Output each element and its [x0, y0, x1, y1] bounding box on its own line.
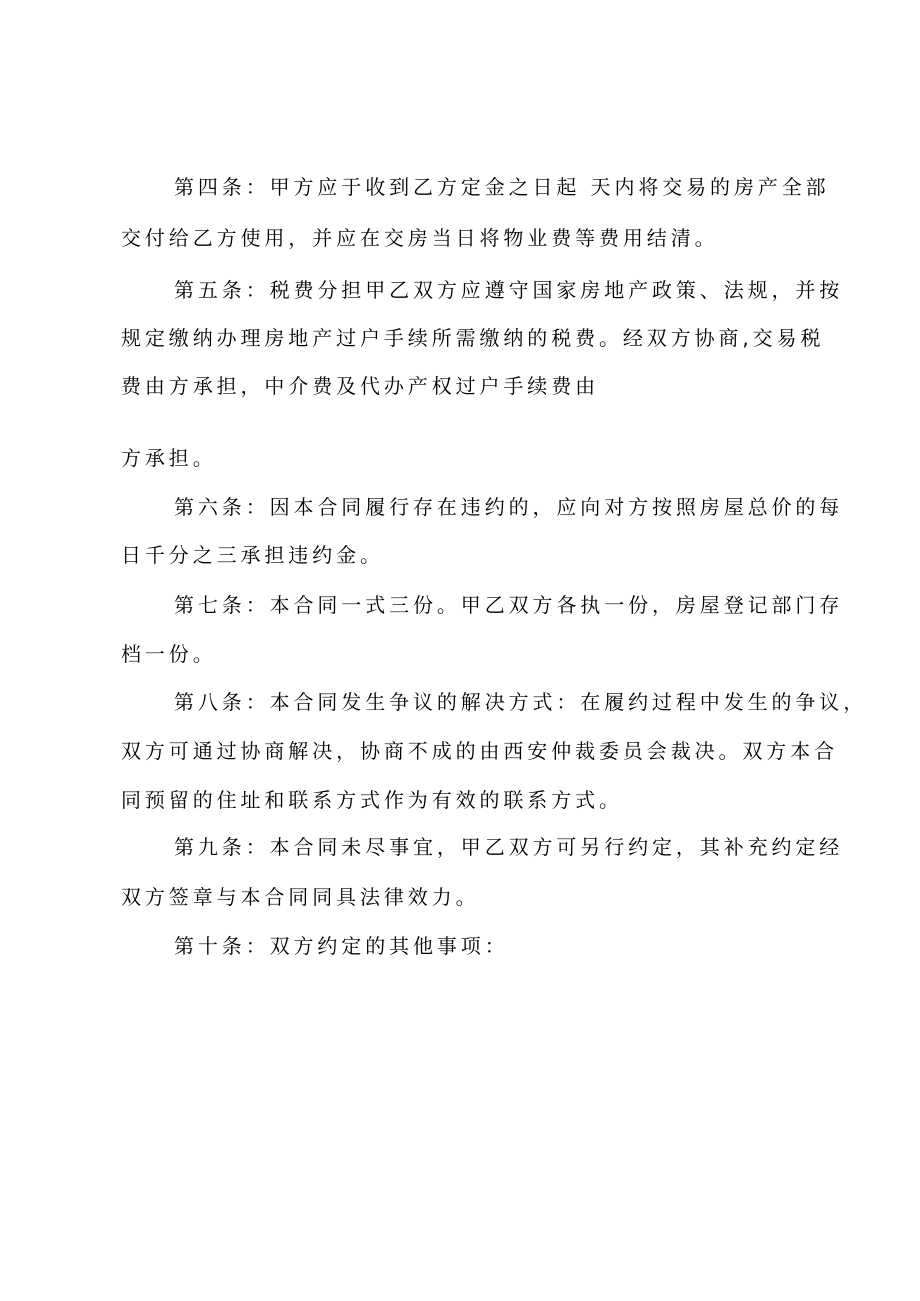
article-9-line-1: 第九条：本合同未尽事宜，甲乙双方可另行约定，其补充约定经 — [174, 835, 844, 859]
article-8-line-2: 双方可通过协商解决，协商不成的由西安仲裁委员会裁决。双方本合 — [121, 739, 838, 763]
article-7-line-1: 第七条：本合同一式三份。甲乙双方各执一份，房屋登记部门存 — [174, 593, 844, 617]
article-4-line-1: 第四条：甲方应于收到乙方定金之日起 天内将交易的房产全部 — [174, 175, 830, 199]
article-9-line-2: 双方签章与本合同同具法律效力。 — [121, 885, 480, 909]
article-7-line-2: 档一份。 — [121, 642, 217, 666]
article-5-line-3: 费由方承担，中介费及代办产权过户手续费由 — [121, 374, 599, 398]
article-4-line-2: 交付给乙方使用，并应在交房当日将物业费等费用结清。 — [121, 226, 719, 250]
article-6-line-1: 第六条：因本合同履行存在违约的，应向对方按照房屋总价的每 — [174, 495, 844, 519]
article-6-line-2: 日千分之三承担违约金。 — [121, 543, 384, 567]
article-5-line-4: 方承担。 — [121, 446, 217, 470]
article-5-line-1: 第五条：税费分担甲乙双方应遵守国家房地产政策、法规，并按 — [174, 278, 844, 302]
article-8-line-3: 同预留的住址和联系方式作为有效的联系方式。 — [121, 788, 623, 812]
article-8-line-1: 第八条：本合同发生争议的解决方式：在履约过程中发生的争议， — [174, 690, 868, 714]
article-10-line-1: 第十条：双方约定的其他事项： — [174, 934, 509, 958]
article-5-line-2: 规定缴纳办理房地产过户手续所需缴纳的税费。经双方协商,交易税 — [121, 326, 825, 350]
